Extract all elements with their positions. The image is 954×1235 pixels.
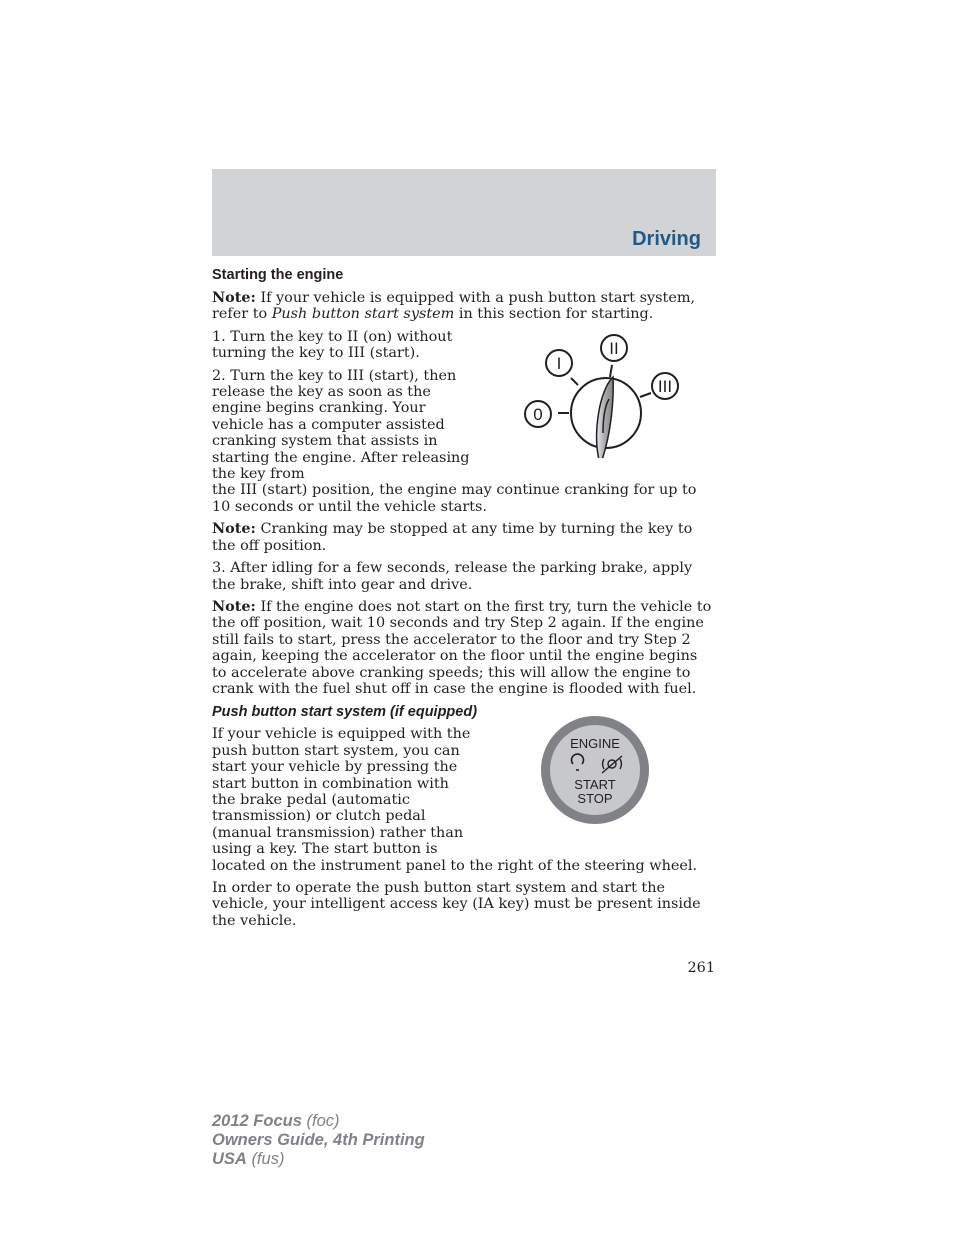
footer-model: 2012 Focus bbox=[212, 1112, 302, 1130]
note-label: Note: bbox=[212, 597, 256, 615]
position-label-3: III bbox=[657, 377, 673, 396]
footer-guide: Owners Guide, 4th Printing bbox=[212, 1131, 425, 1149]
push-button-para-part-b: located on the instrument panel to the right of the steering wheel. bbox=[212, 857, 698, 874]
engine-start-stop-button-figure bbox=[540, 715, 652, 825]
step-1: 1. Turn the key to II (on) without turning the key to III (start). bbox=[212, 328, 453, 362]
position-label-2: II bbox=[609, 339, 619, 358]
note-text: If your vehicle is equipped with a push button start system, refer to bbox=[212, 290, 696, 323]
step-3: 3. After idling for a few seconds, release the parking brake, apply the brake, shift into gear and drive. bbox=[212, 560, 693, 593]
heading-starting-engine: Starting the engine bbox=[212, 267, 344, 283]
note-text: in this section for starting. bbox=[458, 306, 654, 323]
position-tick-1 bbox=[571, 378, 578, 385]
position-tick-3 bbox=[640, 393, 651, 397]
push-button-para-part-a: If your vehicle is equipped with the push button start system, you can start your vehicle by pressing the start button in combination with the brake pedal (automatic transmission) or clutch pedal (manual transmission) rather than using a key. The start button is bbox=[212, 726, 471, 858]
note-text: If the engine does not start on the first try, turn the vehicle to the off position, wait 10 seconds and try Step 2 again. If the engine still fails to start, press the accelerator to the floor and try Step 2 again, keeping the accelerator on the floor until the engine begins to accelerate above cranking speeds; this will allow the engine to crank with the fuel shut off in case the engine is flooded with fuel. bbox=[212, 598, 712, 697]
note-reference: Push button start system bbox=[271, 306, 455, 323]
button-label-stop: STOP bbox=[577, 791, 613, 806]
note-engine-not-start bbox=[212, 599, 716, 697]
footer bbox=[212, 1112, 425, 1169]
push-button-requirement: In order to operate the push button start system and start the vehicle, your intelligent access key (IA key) must be present inside the vehicle. bbox=[212, 880, 701, 929]
section-title: Driving bbox=[632, 228, 701, 250]
heading-push-button: Push button start system (if equipped) bbox=[212, 704, 478, 721]
button-label-engine: ENGINE bbox=[570, 736, 620, 751]
step-2-part-b: the III (start) position, the engine may continue cranking for up to 10 seconds or until the vehicle starts. bbox=[212, 482, 697, 515]
note-text: Cranking may be stopped at any time by turning the key to the off position. bbox=[212, 521, 693, 554]
note-cranking bbox=[212, 521, 716, 554]
footer-region: USA bbox=[212, 1150, 247, 1168]
note-label: Note: bbox=[212, 289, 256, 306]
footer-line-model bbox=[212, 1112, 425, 1131]
note-label: Note: bbox=[212, 520, 256, 538]
position-label-0: 0 bbox=[533, 405, 543, 424]
footer-line-guide bbox=[212, 1131, 425, 1150]
page-number: 261 bbox=[687, 960, 715, 976]
button-label-start: START bbox=[574, 777, 616, 792]
ignition-key-figure bbox=[523, 333, 683, 458]
footer-region-code: (fus) bbox=[251, 1150, 285, 1168]
position-tick-2 bbox=[610, 365, 612, 377]
note-push-button-reference bbox=[212, 290, 716, 323]
footer-model-code: (foc) bbox=[306, 1112, 340, 1130]
section-header-band bbox=[212, 169, 716, 256]
position-label-1: I bbox=[556, 354, 562, 373]
step-2-part-a: 2. Turn the key to III (start), then release the key as soon as the engine begins cranking. Your vehicle has a computer assisted cranking system that assists in starting the engine. After releasing the key from bbox=[212, 367, 470, 483]
footer-line-region bbox=[212, 1150, 425, 1169]
